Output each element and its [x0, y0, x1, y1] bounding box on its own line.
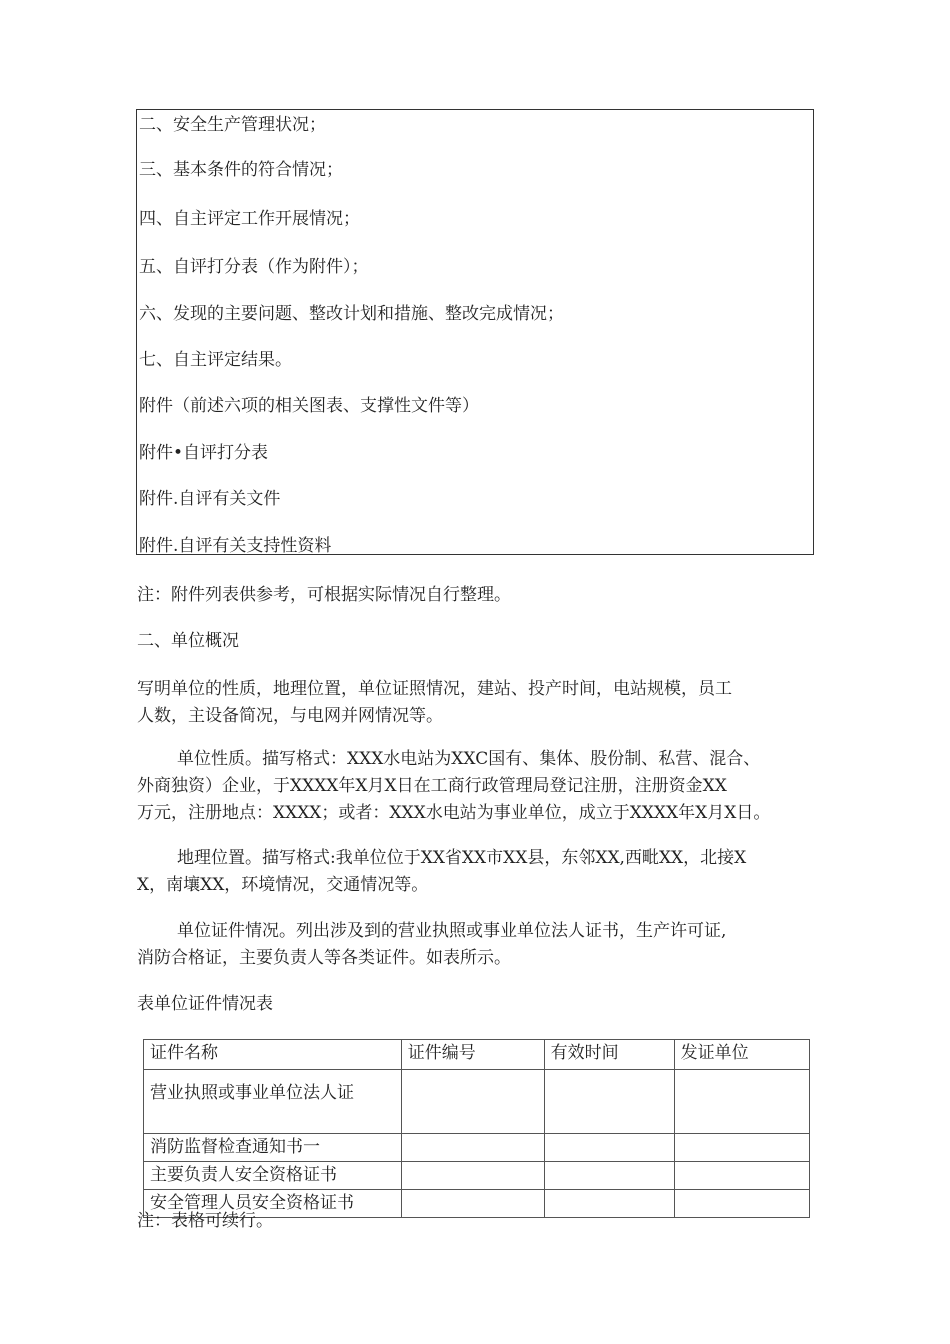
cell-cert-name: 消防监督检查通知书一 [144, 1134, 402, 1162]
attachment-files: 附件.自评有关文件 [139, 489, 281, 509]
intro-paragraph [137, 676, 817, 730]
table-row [144, 1162, 810, 1190]
cell-valid-time [544, 1134, 674, 1162]
cell-cert-number [401, 1162, 544, 1190]
cell-cert-name: 营业执照或事业单位法人证 [144, 1070, 402, 1134]
note-attachments: 注：附件列表供参考，可根据实际情况自行整理。 [137, 585, 511, 605]
outline-item-2: 二、安全生产管理状况； [139, 115, 326, 135]
nature-line: 单位性质。描写格式：XXX水电站为XXC国有、集体、股份制、私营、混合、 [177, 749, 761, 769]
cert-line: 消防合格证，主要负责人等各类证件。如表所示。 [137, 948, 511, 968]
attachment-support: 附件.自评有关支持性资料 [139, 536, 332, 556]
cell-issuer [674, 1134, 809, 1162]
cert-paragraph [137, 918, 817, 972]
header-issuer: 发证单位 [674, 1040, 809, 1070]
outline-item-3: 三、基本条件的符合情况； [139, 160, 343, 180]
header-cert-name: 证件名称 [144, 1040, 402, 1070]
section-heading: 二、单位概况 [137, 631, 239, 651]
cell-issuer [674, 1070, 809, 1134]
cell-valid-time [544, 1162, 674, 1190]
table-row [144, 1134, 810, 1162]
nature-line: 外商独资）企业，于XXXX年X月X日在工商行政管理局登记注册，注册资金XX [137, 776, 727, 796]
cell-cert-name: 安全管理人员安全资格证书 [144, 1190, 402, 1218]
note-table: 注：表格可续行。 [137, 1211, 273, 1231]
outline-item-4: 四、自主评定工作开展情况； [139, 209, 360, 229]
report-outline-box [136, 109, 814, 555]
cert-line: 单位证件情况。列出涉及到的营业执照或事业单位法人证书，生产许可证, [177, 921, 727, 941]
location-line: X，南壤XX，环境情况，交通情况等。 [137, 875, 429, 895]
cell-cert-number [401, 1070, 544, 1134]
nature-paragraph [137, 746, 817, 827]
location-line: 地理位置。描写格式:我单位位于XX省XX市XX县，东邻XX,西毗XX，北接X [177, 848, 747, 868]
nature-line: 万元，注册地点：XXXX；或者：XXX水电站为事业单位，成立于XXXX年X月X日。 [137, 803, 771, 823]
location-paragraph [137, 845, 817, 899]
certificate-table [143, 1039, 810, 1218]
intro-line: 人数，主设备简况，与电网并网情况等。 [137, 706, 443, 726]
header-cert-number: 证件编号 [401, 1040, 544, 1070]
header-valid-time: 有效时间 [544, 1040, 674, 1070]
attachment-scoring: 附件•自评打分表 [139, 443, 269, 463]
table-caption: 表单位证件情况表 [137, 994, 273, 1014]
outline-item-5: 五、自评打分表（作为附件）； [139, 257, 369, 277]
table-row [144, 1070, 810, 1134]
intro-line: 写明单位的性质，地理位置，单位证照情况，建站、投产时间，电站规模，员工 [137, 679, 732, 699]
cell-cert-name: 主要负责人安全资格证书 [144, 1162, 402, 1190]
cell-issuer [674, 1162, 809, 1190]
table-header-row [144, 1040, 810, 1070]
attachment-summary: 附件（前述六项的相关图表、支撑性文件等） [139, 396, 479, 416]
cell-cert-number [401, 1134, 544, 1162]
cell-valid-time [544, 1070, 674, 1134]
outline-item-6: 六、发现的主要问题、整改计划和措施、整改完成情况； [139, 304, 564, 324]
outline-item-7: 七、自主评定结果。 [139, 350, 292, 370]
